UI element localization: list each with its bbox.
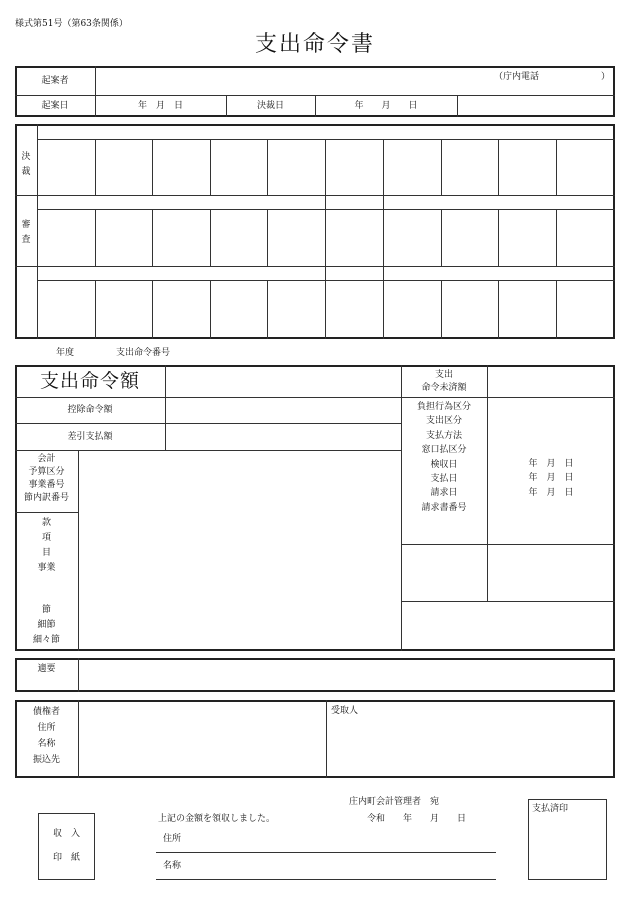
divider bbox=[210, 280, 211, 339]
unpaid-amount-label: 支出 命令未済額 bbox=[421, 370, 467, 393]
divider bbox=[267, 139, 268, 196]
addressee-text: 庄内町会計管理者 宛 bbox=[349, 797, 440, 807]
divider bbox=[95, 209, 96, 266]
divider bbox=[210, 209, 211, 266]
receipt-date: 令和 年 月 日 bbox=[367, 814, 467, 824]
approval-grid bbox=[15, 124, 615, 339]
divider bbox=[210, 139, 211, 196]
phone-close: ） bbox=[601, 72, 611, 82]
revenue-stamp-line1: 収 入 bbox=[52, 829, 80, 839]
divider bbox=[15, 423, 402, 424]
decision-label: 決 裁 bbox=[21, 152, 31, 177]
order-amount-label: 支出命令額 bbox=[40, 370, 141, 392]
divider bbox=[37, 280, 615, 281]
address-line bbox=[156, 852, 496, 853]
divider bbox=[383, 139, 384, 196]
revenue-stamp-box bbox=[38, 813, 95, 880]
date-values: 年 月 日 年 月 日 年 月 日 bbox=[528, 459, 574, 498]
budget-lower-labels: 節 細節 細々節 bbox=[32, 605, 60, 645]
order-number-label: 支出命令番号 bbox=[116, 348, 171, 358]
name-line bbox=[156, 879, 496, 880]
net-payment-label: 差引支払額 bbox=[67, 432, 113, 442]
divider bbox=[325, 139, 326, 196]
review-label: 審 査 bbox=[21, 220, 31, 245]
budget-upper-labels: 款 項 目 事業 bbox=[37, 518, 56, 573]
recipient-label: 受取人 bbox=[331, 706, 359, 716]
divider bbox=[325, 195, 326, 339]
divider bbox=[556, 209, 557, 266]
payment-detail-labels: 負担行為区分 支出区分 支払方法 窓口払区分 検収日 支払日 請求日 請求書番号 bbox=[416, 402, 471, 513]
divider bbox=[165, 365, 166, 450]
divider bbox=[95, 139, 96, 196]
divider bbox=[401, 397, 615, 398]
divider bbox=[152, 280, 153, 339]
divider bbox=[556, 280, 557, 339]
summary-section bbox=[15, 658, 615, 692]
summary-label: 適要 bbox=[37, 664, 56, 674]
receipt-address-label: 住所 bbox=[163, 834, 182, 844]
divider bbox=[15, 512, 79, 513]
divider bbox=[498, 139, 499, 196]
divider bbox=[15, 195, 615, 196]
deduction-label: 控除命令額 bbox=[67, 405, 113, 415]
divider bbox=[15, 450, 402, 451]
divider bbox=[267, 280, 268, 339]
decision-date-label: 決裁日 bbox=[256, 101, 284, 111]
receipt-name-label: 名称 bbox=[163, 861, 182, 871]
divider bbox=[78, 700, 79, 778]
divider bbox=[37, 124, 38, 339]
page-title: 支出命令書 bbox=[254, 32, 375, 57]
divider bbox=[498, 209, 499, 266]
divider bbox=[401, 601, 615, 602]
creditor-section bbox=[15, 700, 615, 778]
divider bbox=[15, 266, 615, 267]
divider bbox=[37, 209, 615, 210]
divider bbox=[441, 139, 442, 196]
receipt-statement: 上記の金額を領収しました。 bbox=[158, 814, 276, 824]
drafter-label: 起案者 bbox=[41, 76, 69, 86]
divider bbox=[37, 139, 615, 140]
divider bbox=[441, 209, 442, 266]
divider bbox=[267, 209, 268, 266]
divider bbox=[383, 195, 384, 339]
creditor-labels: 債権者 住所 名称 振込先 bbox=[32, 707, 60, 765]
divider bbox=[401, 544, 615, 545]
divider bbox=[326, 700, 327, 778]
form-number: 様式第51号（第63条関係） bbox=[15, 19, 128, 29]
divider bbox=[441, 280, 442, 339]
draft-date-label: 起案日 bbox=[41, 101, 69, 111]
divider bbox=[498, 280, 499, 339]
accounting-labels: 会計 予算区分 事業番号 節内訳番号 bbox=[23, 454, 69, 503]
divider bbox=[152, 209, 153, 266]
draft-date-field[interactable]: 年 月 日 bbox=[137, 101, 183, 111]
divider bbox=[95, 280, 96, 339]
divider bbox=[556, 139, 557, 196]
phone-label: （庁内電話 bbox=[494, 72, 540, 82]
decision-date-field[interactable]: 年 月 日 bbox=[354, 101, 418, 111]
paid-stamp-label: 支払済印 bbox=[532, 804, 569, 814]
divider bbox=[78, 450, 79, 651]
divider bbox=[152, 139, 153, 196]
divider bbox=[457, 95, 458, 117]
divider bbox=[15, 397, 402, 398]
divider bbox=[78, 658, 79, 692]
fiscal-year-label: 年度 bbox=[56, 348, 75, 358]
revenue-stamp-line2: 印 紙 bbox=[52, 853, 80, 863]
